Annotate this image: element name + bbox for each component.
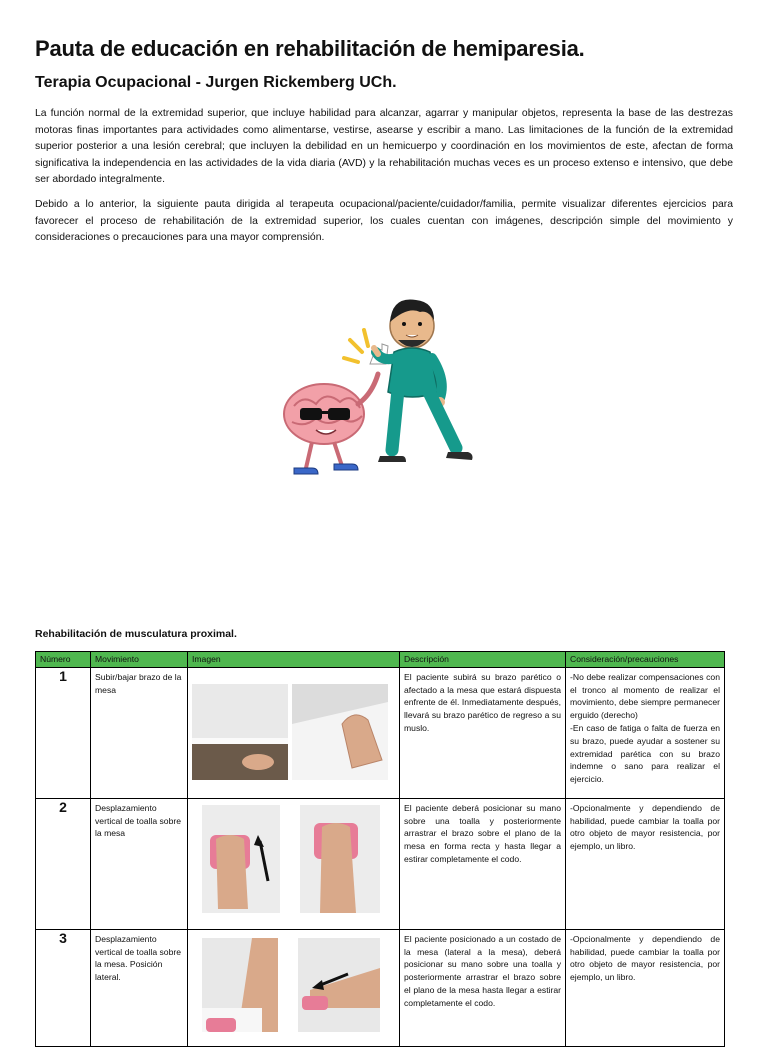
row-considerations: -Opcionalmente y dependiendo de habilidad, puede cambiar la toalla por otro objeto de mayor resistencia, por ejemplo, un libro.	[566, 929, 725, 1046]
document-subtitle: Terapia Ocupacional - Jurgen Rickemberg UCh.	[35, 74, 397, 91]
row-images	[188, 929, 400, 1046]
purpose-paragraph: Debido a lo anterior, la siguiente pauta dirigida al terapeuta ocupacional/paciente/cuidador/familia, permite visualizar diferentes ejercicios para favorecer el proceso de rehabilitación de la extremidad superior, los cuales cuentan con imágenes, descripción simple del movimiento y consideraciones o precauciones para una mayor comprensión.	[35, 199, 733, 243]
section-title: Rehabilitación de musculatura proximal.	[35, 628, 237, 640]
row-movement: Subir/bajar brazo de la mesa	[91, 667, 188, 798]
row-description: El paciente deberá posicionar su mano sobre una toalla y posteriormente arrastrar el brazo sobre el plano de la mesa en forma recta y hasta llegar a estirar completamente el codo.	[400, 798, 566, 929]
row-description: El paciente subirá su brazo parético o afectado a la mesa que estará dispuesta enfrente de él. Inmediatamente después, llevará su brazo parético de regreso a su muslo.	[400, 667, 566, 798]
table-header-row	[36, 652, 725, 668]
table-row	[36, 798, 725, 929]
table-row	[36, 667, 725, 798]
row-considerations: -Opcionalmente y dependiendo de habilidad, puede cambiar la toalla por otro objeto de mayor resistencia, por ejemplo, un libro.	[566, 798, 725, 929]
intro-paragraph: La función normal de la extremidad superior, que incluye habilidad para alcanzar, agarrar y manipular objetos, representa la base de las destrezas motoras finas importantes para actividades como alimentarse, vestirse, asearse y escribir a mano. Las limitaciones de la función de la extremidad superior posterior a una lesión cerebral; que incluyen la debilidad en un hemicuerpo y coordinación en los movimientos de este, afectan de forma significativa la independencia en las actividades de la vida diaria (AVD) y la rehabilitación muchas veces es un proceso extenso e intensivo, que debe ser abordado integralmente.	[35, 108, 733, 185]
exercise-table	[35, 651, 725, 1047]
row-considerations: -No debe realizar compensaciones con el tronco al momento de realizar el movimiento, debe siempre permanecer erguido (derecho) -En caso de fatiga o falta de fuerza en su brazo, puede ayudar a sostener su extremidad parética con su brazo indemne o sano para realizar el ejercicio.	[566, 667, 725, 798]
row-movement: Desplazamiento vertical de toalla sobre la mesa	[91, 798, 188, 929]
row-number: 1	[36, 667, 91, 798]
row-movement: Desplazamiento vertical de toalla sobre la mesa. Posición lateral.	[91, 929, 188, 1046]
document-title: Pauta de educación en rehabilitación de hemiparesia.	[35, 36, 585, 61]
header-movement: Movimiento	[91, 652, 188, 668]
row-description: El paciente posicionado a un costado de la mesa (lateral a la mesa), deberá posicionar su mano sobre una toalla y posteriormente arrastrar el brazo sobre el plano de la mesa hasta llegar a estirar completamente el codo.	[400, 929, 566, 1046]
table-row	[36, 929, 725, 1046]
lateral-position-start-photo	[202, 938, 278, 1032]
hand-on-towel-end-photo	[300, 805, 380, 913]
hand-on-table-photo	[292, 684, 388, 780]
row-images	[188, 798, 400, 929]
header-number: Número	[36, 652, 91, 668]
lateral-position-end-photo	[298, 938, 380, 1032]
brain-therapist-high-five-illustration	[272, 288, 502, 498]
header-considerations: Consideración/precauciones	[566, 652, 725, 668]
hand-on-towel-start-photo	[202, 805, 280, 913]
header-image: Imagen	[188, 652, 400, 668]
arm-on-lap-photo	[192, 684, 288, 780]
row-images	[188, 667, 400, 798]
row-number: 2	[36, 798, 91, 929]
header-description: Descripción	[400, 652, 566, 668]
row-number: 3	[36, 929, 91, 1046]
